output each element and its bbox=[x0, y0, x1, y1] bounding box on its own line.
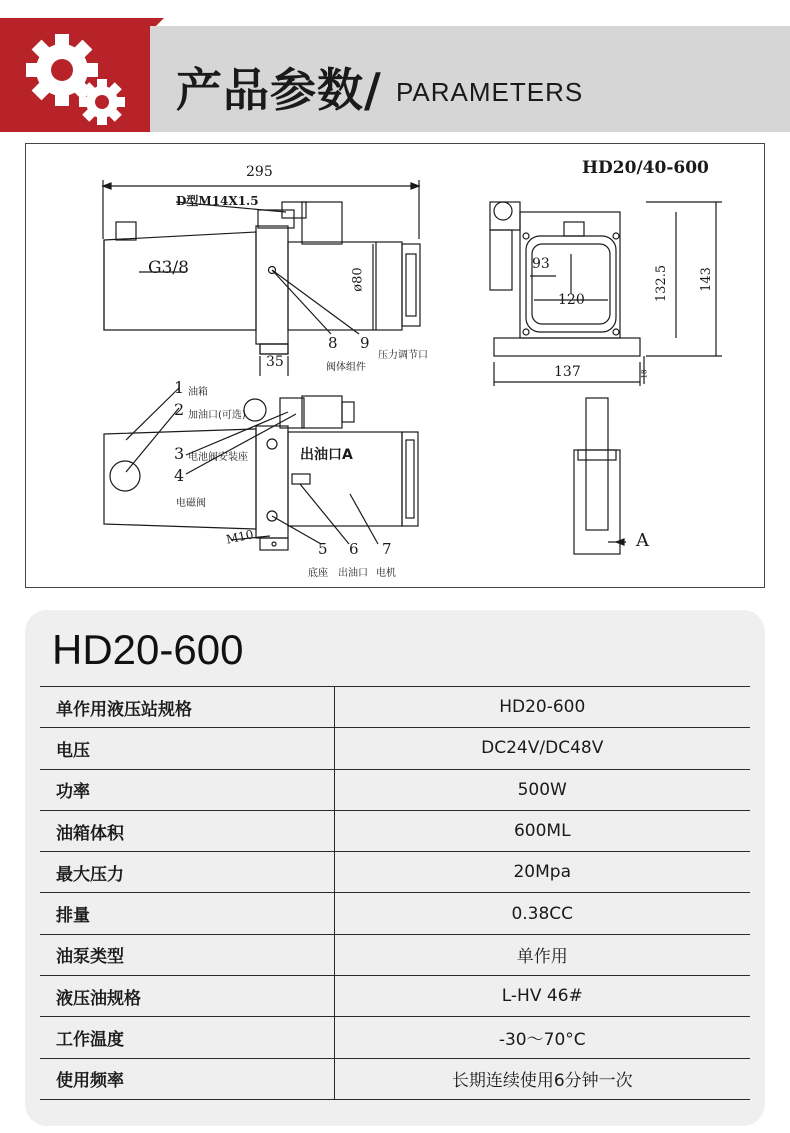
part-1-text: 油箱 bbox=[188, 387, 208, 398]
spec-row bbox=[40, 1017, 750, 1058]
spec-value: 500W bbox=[334, 769, 750, 810]
spec-value: 单作用 bbox=[334, 934, 750, 975]
dim-height-total: 143 bbox=[698, 267, 714, 292]
dim-port: G3/8 bbox=[148, 258, 189, 278]
spec-row bbox=[40, 728, 750, 769]
spec-row bbox=[40, 687, 750, 728]
spec-value: 20Mpa bbox=[334, 852, 750, 893]
page-subtitle: PARAMETERS bbox=[396, 77, 584, 107]
spec-key: 单作用液压站规格 bbox=[40, 687, 334, 728]
spec-row bbox=[40, 810, 750, 851]
spec-value: 长期连续使用6分钟一次 bbox=[334, 1058, 750, 1099]
spec-key: 电压 bbox=[40, 728, 334, 769]
spec-key: 使用频率 bbox=[40, 1058, 334, 1099]
label-9-text: 压力调节口 bbox=[378, 350, 428, 361]
detail-view-a bbox=[574, 398, 626, 554]
spec-key: 最大压力 bbox=[40, 852, 334, 893]
label-8-text: 阀体组件 bbox=[326, 362, 366, 373]
model-code: HD20/40-600 bbox=[582, 158, 709, 178]
dim-base-thickness: 18 bbox=[640, 369, 649, 379]
spec-key: 油泵类型 bbox=[40, 934, 334, 975]
part-5-text: 底座 bbox=[308, 568, 328, 579]
part-4-num: 4 bbox=[174, 466, 185, 485]
page-title: 产品参数/ bbox=[176, 63, 382, 117]
dim-hole-spacing: 120 bbox=[558, 292, 585, 308]
label-9-num: 9 bbox=[360, 334, 370, 352]
spec-row bbox=[40, 852, 750, 893]
spec-value: DC24V/DC48V bbox=[334, 728, 750, 769]
dim-bolt: M10 bbox=[224, 527, 255, 547]
spec-key: 液压油规格 bbox=[40, 976, 334, 1017]
spec-row bbox=[40, 1058, 750, 1099]
label-8-num: 8 bbox=[328, 334, 338, 352]
spec-row bbox=[40, 976, 750, 1017]
part-5-num: 5 bbox=[318, 540, 328, 558]
part-3-text: 电池阀安装座 bbox=[188, 452, 248, 463]
spec-key: 排量 bbox=[40, 893, 334, 934]
model-title: HD20-600 bbox=[52, 626, 244, 673]
spec-key: 油箱体积 bbox=[40, 810, 334, 851]
part-6-num: 6 bbox=[349, 540, 359, 558]
dim-inner-width: 93 bbox=[532, 256, 550, 272]
dim-length: 295 bbox=[246, 164, 273, 180]
view-marker: A bbox=[636, 530, 649, 551]
spec-key: 功率 bbox=[40, 769, 334, 810]
spec-value: -30～70°C bbox=[334, 1017, 750, 1058]
spec-row bbox=[40, 934, 750, 975]
spec-row bbox=[40, 769, 750, 810]
side-view-bottom bbox=[104, 388, 418, 550]
technical-drawing bbox=[25, 143, 765, 588]
part-7-text: 电机 bbox=[376, 568, 396, 579]
part-7-num: 7 bbox=[382, 540, 392, 558]
page-header bbox=[0, 0, 790, 132]
part-4-text: 电磁阀 bbox=[176, 498, 206, 509]
spec-value: 600ML bbox=[334, 810, 750, 851]
part-1-num: 1 bbox=[174, 378, 185, 397]
spec-value: L-HV 46# bbox=[334, 976, 750, 1017]
dim-base-length: 137 bbox=[554, 364, 581, 380]
end-view bbox=[490, 202, 722, 386]
part-3-num: 3 bbox=[174, 444, 185, 463]
dim-thread: D型M14X1.5 bbox=[176, 194, 259, 208]
gears-icon bbox=[18, 28, 136, 128]
spec-key: 工作温度 bbox=[40, 1017, 334, 1058]
drawing-canvas bbox=[26, 144, 766, 589]
spec-value: 0.38CC bbox=[334, 893, 750, 934]
part-2-text: 加油口(可选) bbox=[188, 410, 246, 421]
spec-table bbox=[40, 686, 750, 1100]
spec-value: HD20-600 bbox=[334, 687, 750, 728]
part-6-text: 出油口 bbox=[338, 568, 368, 579]
dim-diameter: ø80 bbox=[350, 267, 366, 292]
side-view-top bbox=[103, 180, 420, 376]
outlet-label: 出油口A bbox=[300, 447, 353, 463]
part-2-num: 2 bbox=[174, 400, 185, 419]
spec-row bbox=[40, 893, 750, 934]
dim-height-inner: 132.5 bbox=[654, 264, 670, 303]
dim-base-width: 35 bbox=[266, 354, 284, 370]
